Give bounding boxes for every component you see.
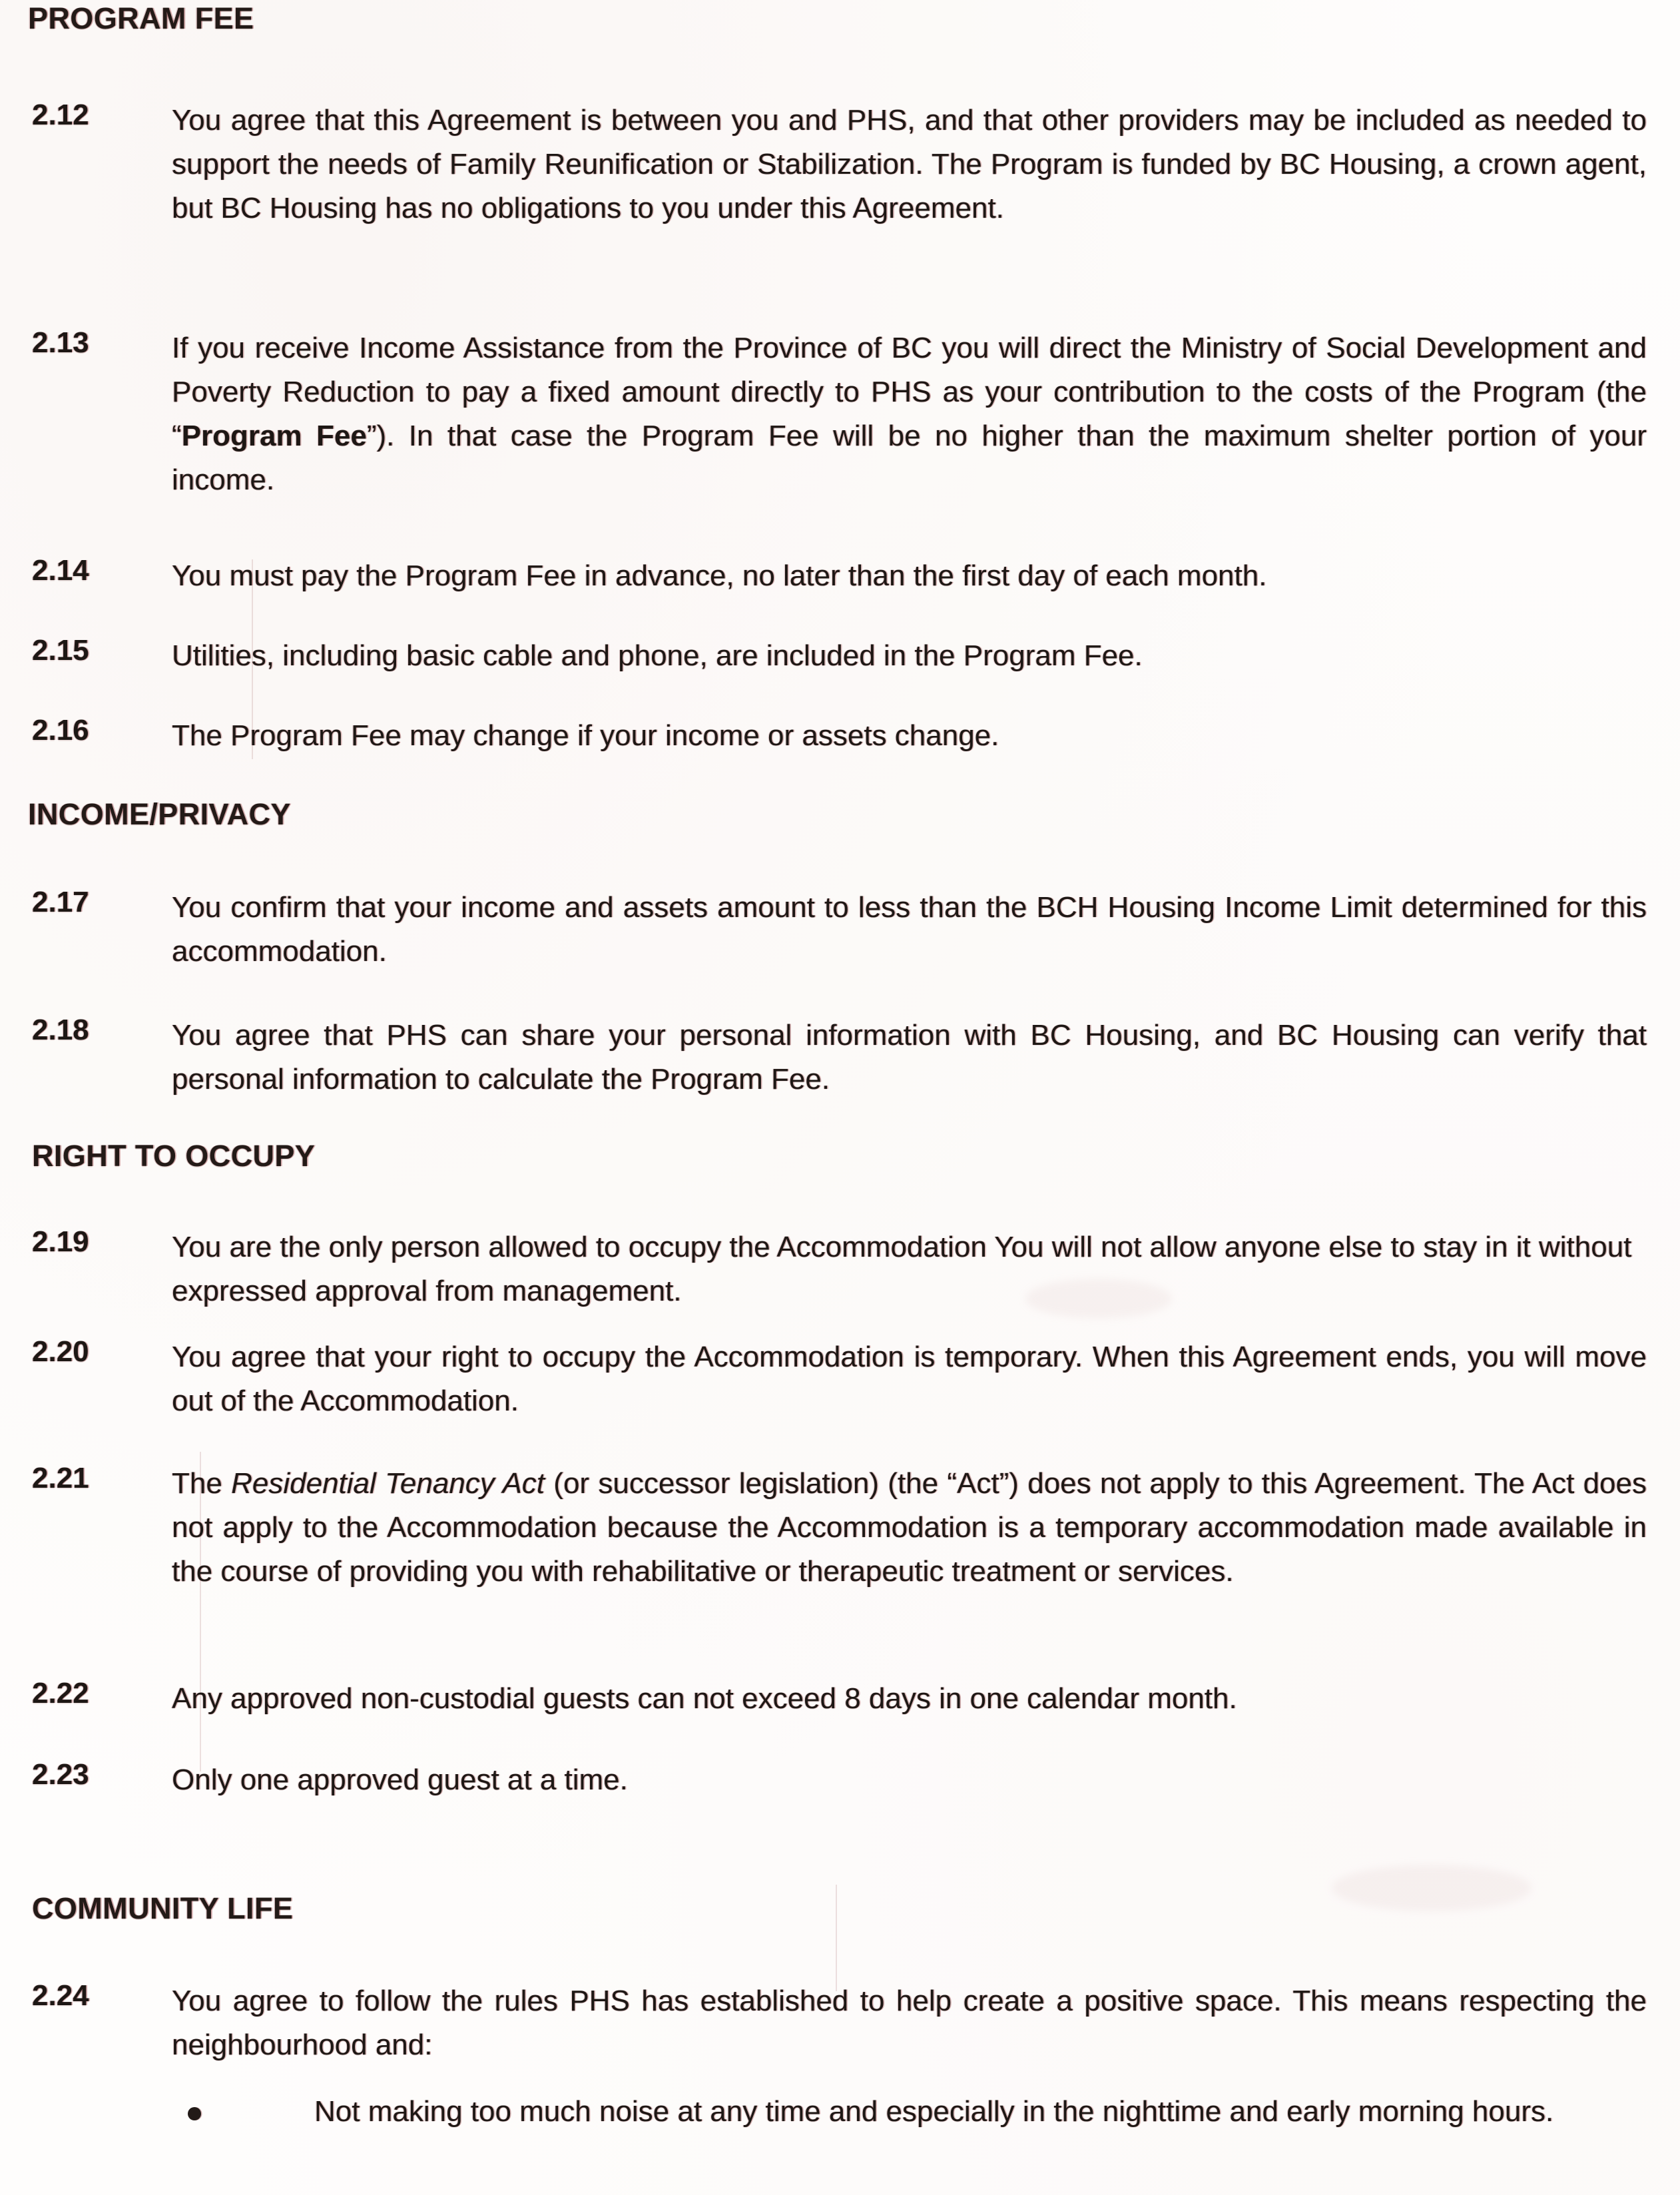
section-heading-income-privacy: INCOME/PRIVACY: [28, 797, 291, 831]
clause-text: The Program Fee may change if your income or assets change.: [172, 719, 999, 752]
statute-name-residential-tenancy-act: Residential Tenancy Act: [231, 1467, 545, 1500]
clause-text: You are the only person allowed to occupy the Accommodation You will not allow anyone else to stay in it without expressed approval from management.: [172, 1231, 1632, 1307]
clause-number: 2.18: [32, 1014, 89, 1046]
section-heading-right-to-occupy: RIGHT TO OCCUPY: [32, 1139, 316, 1173]
clause-text: You agree to follow the rules PHS has established to help create a positive space. This means respecting the neighbourhood and:: [172, 1985, 1647, 2061]
clause-text-part-after: ”). In that case the Program Fee will be no higher than the maximum shelter portion of your income.: [172, 420, 1647, 496]
clause-number: 2.12: [32, 99, 89, 131]
clause-text: You confirm that your income and assets amount to less than the BCH Housing Income Limit determined for this accommodation.: [172, 891, 1647, 968]
clause-text: You must pay the Program Fee in advance, no later than the first day of each month.: [172, 559, 1267, 592]
clause-number: 2.17: [32, 886, 89, 918]
clause-number: 2.20: [32, 1335, 89, 1368]
clause-number: 2.14: [32, 554, 89, 587]
scan-artifact-line: [836, 1885, 837, 1991]
bullet-text: Not making too much noise at any time and especially in the nighttime and early morning hours.: [314, 2095, 1554, 2128]
clause-text-part-before: If you receive Income Assistance from the Province of BC you will direct the Ministry of Social Development and Poverty Reduction to pay a fixed amount directly to PHS as your contribution to the costs of the Program (the “: [172, 332, 1647, 452]
clause-number: 2.23: [32, 1758, 89, 1791]
clause-number: 2.22: [32, 1677, 89, 1710]
clause-number: 2.15: [32, 634, 89, 667]
clause-text-part-before: The: [172, 1467, 232, 1500]
clause-text: Only one approved guest at a time.: [172, 1763, 628, 1796]
defined-term-program-fee: Program Fee: [181, 420, 367, 452]
bullet-point-icon: [188, 2107, 201, 2120]
clause-number: 2.24: [32, 1979, 89, 2012]
clause-text: You agree that PHS can share your personal information with BC Housing, and BC Housing can verify that personal information to calculate the Program Fee.: [172, 1019, 1647, 1096]
clause-text: [172, 326, 1647, 502]
clause-number: 2.21: [32, 1462, 89, 1494]
scan-artifact-smudge: [1332, 1865, 1532, 1911]
clause-text: You agree that this Agreement is between you and PHS, and that other providers may be included as needed to support the needs of Family Reunification or Stabilization. The Program is funded by BC Housing, a crown agent, but BC Housing has no obligations to you under this Agreement.: [172, 104, 1647, 224]
clause-text-part-after: (or successor legislation) (the “Act”) does not apply to this Agreement. The Act does not apply to the Accommodation because the Accommodation is a temporary accommodation made available in the course of providing you with rehabilitative or therapeutic treatment or services.: [172, 1467, 1647, 1588]
clause-text: Utilities, including basic cable and phone, are included in the Program Fee.: [172, 639, 1143, 672]
clause-text: You agree that your right to occupy the Accommodation is temporary. When this Agreement ends, you will move out of the Accommodation.: [172, 1341, 1647, 1417]
section-heading-program-fee: PROGRAM FEE: [28, 1, 254, 35]
clause-number: 2.16: [32, 714, 89, 747]
clause-number: 2.13: [32, 326, 89, 359]
section-heading-community-life: COMMUNITY LIFE: [32, 1891, 294, 1925]
clause-number: 2.19: [32, 1225, 89, 1258]
clause-text: Any approved non-custodial guests can not exceed 8 days in one calendar month.: [172, 1682, 1237, 1715]
clause-text: [172, 1462, 1647, 1594]
